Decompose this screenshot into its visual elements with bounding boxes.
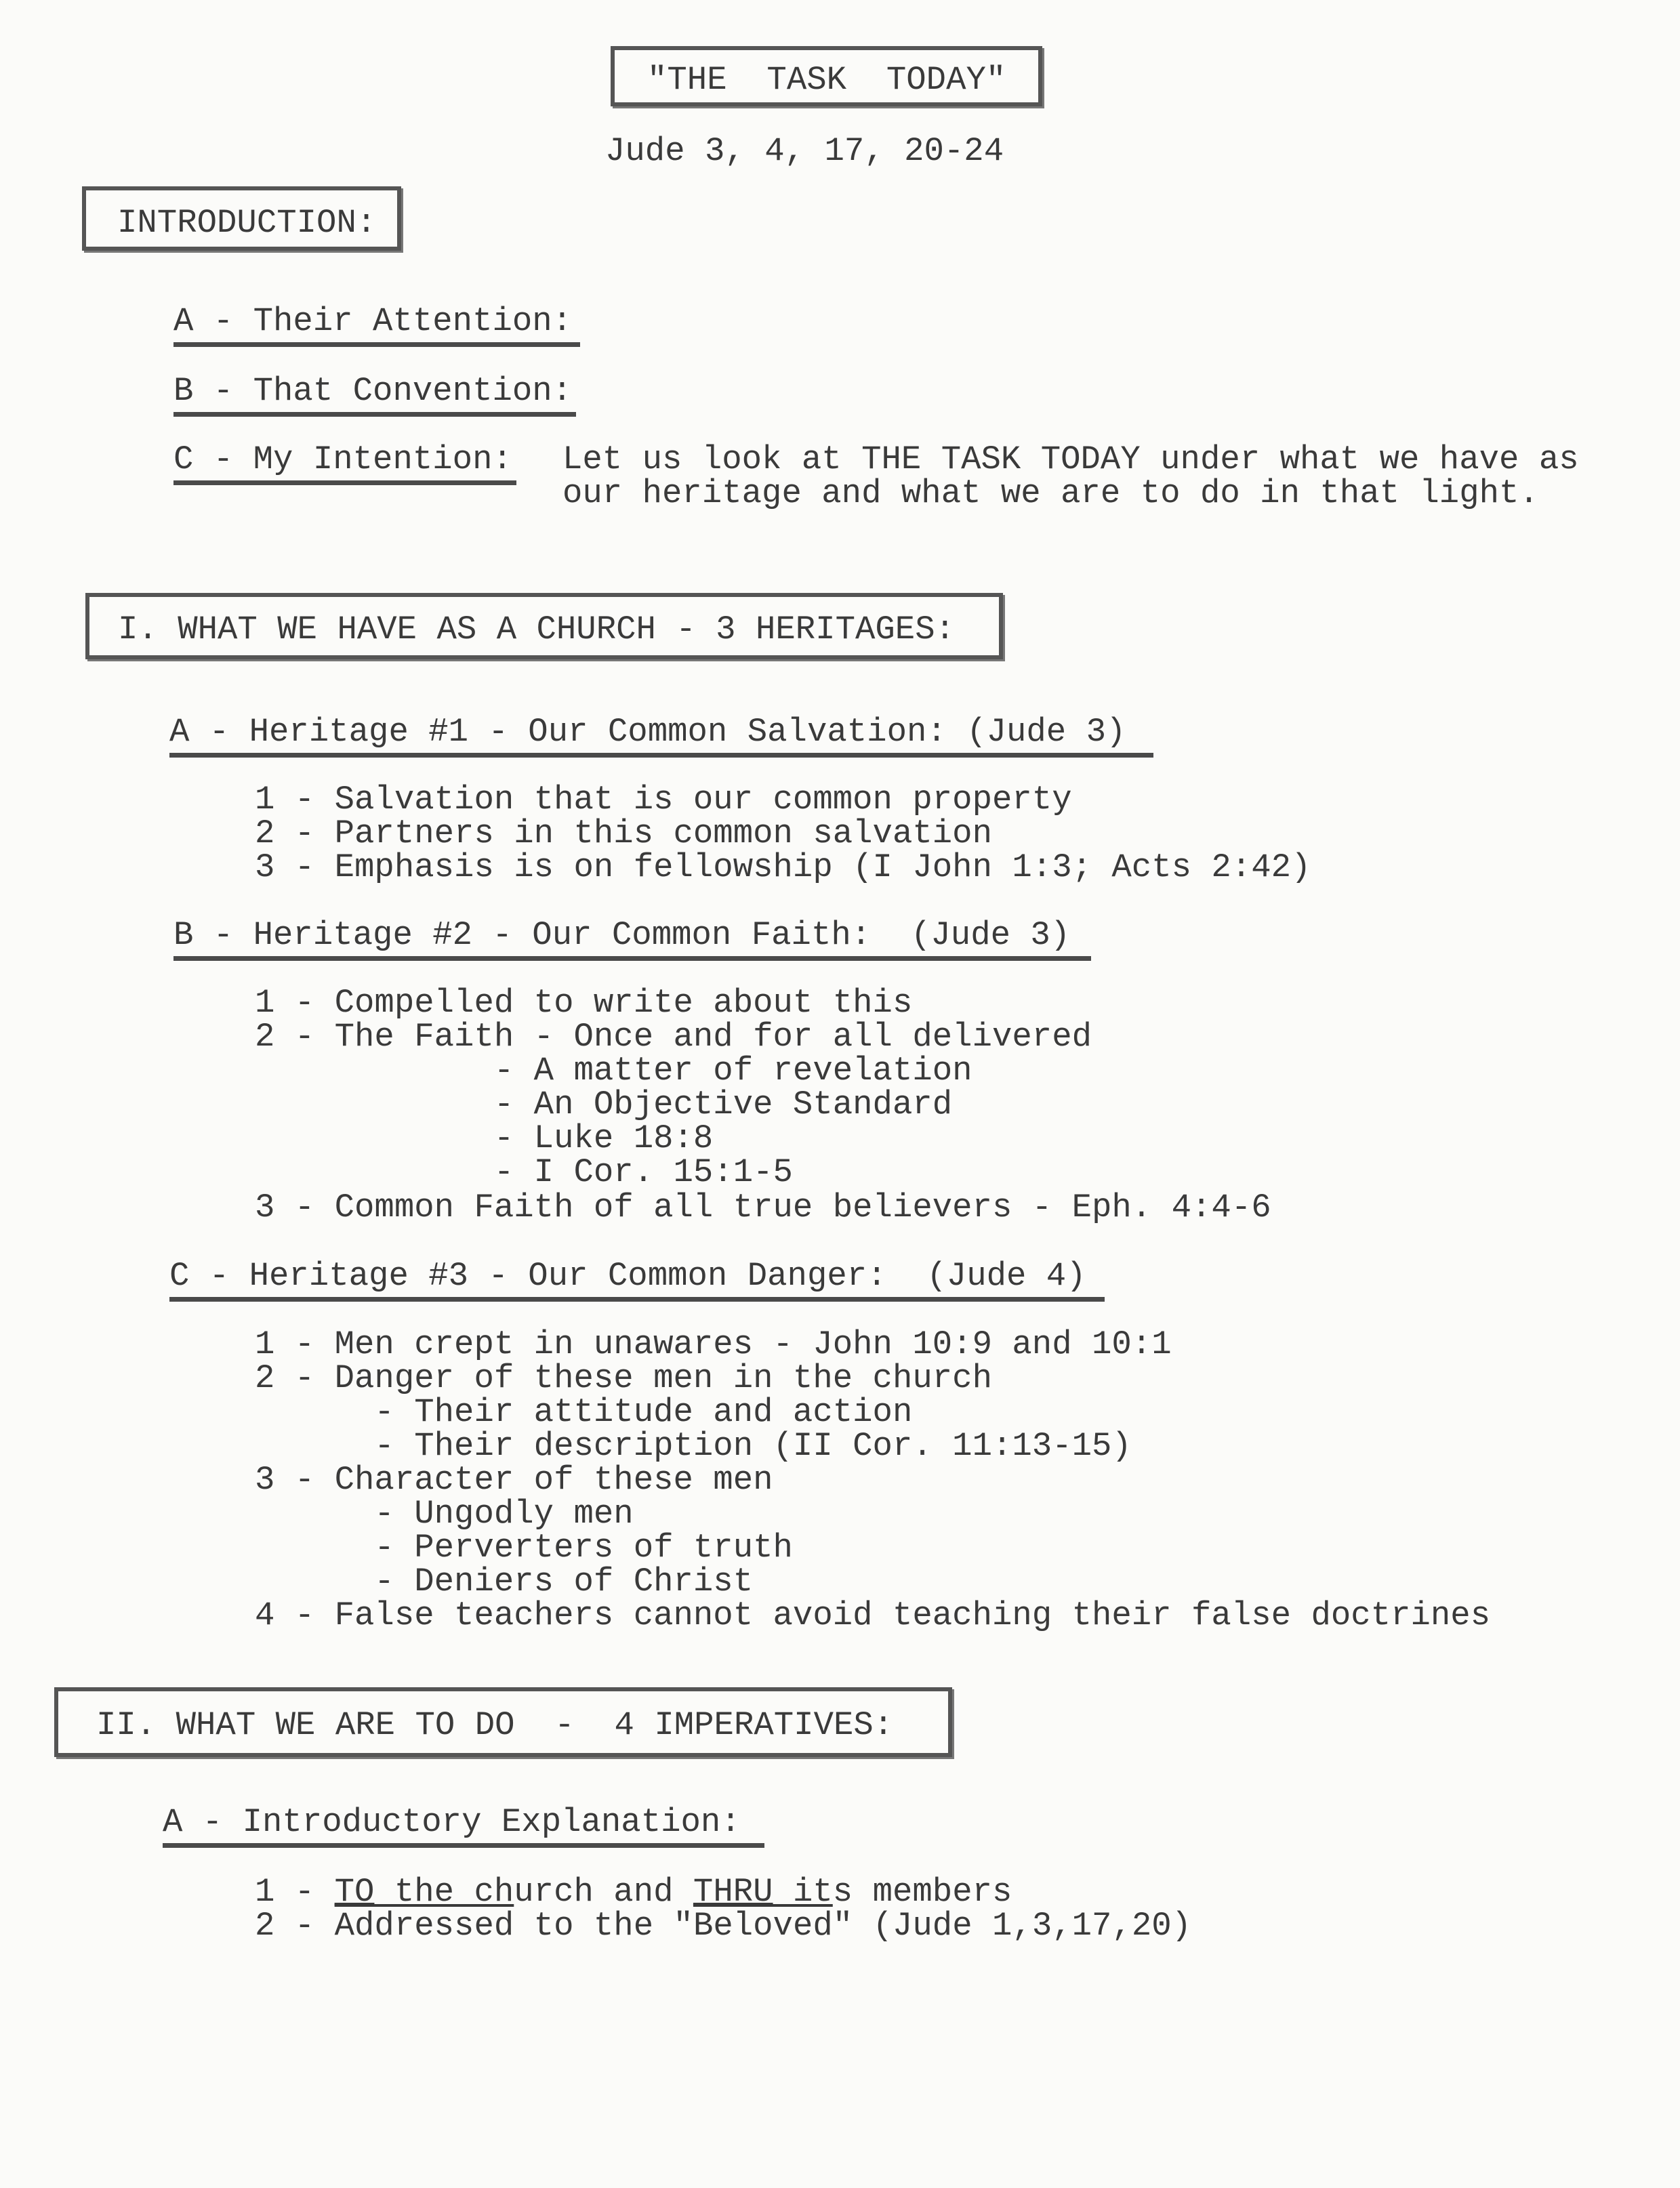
heritage-1-heading: A - Heritage #1 - Our Common Salvation: (Jude 3) xyxy=(169,716,1153,758)
intro-point-c-text-2: our heritage and what we are to do in that light. xyxy=(562,474,1539,512)
heritage-2-line-6: - I Cor. 15:1-5 xyxy=(255,1153,793,1191)
intro-point-a: A - Their Attention: xyxy=(173,305,580,347)
heritage-3-line-6: - Ungodly men xyxy=(255,1495,634,1533)
intro-point-b: B - That Convention: xyxy=(173,375,576,417)
heritage-3-line-7: - Perverters of truth xyxy=(255,1529,793,1567)
section-2-sub-heading: A - Introductory Explanation: xyxy=(163,1806,764,1848)
page-title: "THE TASK TODAY" xyxy=(647,61,1006,99)
heritage-3-line-4: - Their description (II Cor. 11:13-15) xyxy=(255,1427,1132,1465)
line-1-prefix: 1 - xyxy=(255,1873,335,1911)
heritage-1-line-2: 2 - Partners in this common salvation xyxy=(255,814,992,852)
section-2-heading: II. WHAT WE ARE TO DO - 4 IMPERATIVES: xyxy=(96,1706,894,1744)
heritage-2-heading: B - Heritage #2 - Our Common Faith: (Jude 3) xyxy=(173,919,1091,961)
line-2-middle: to the " xyxy=(514,1907,693,1945)
heritage-2-line-2: 2 - The Faith - Once and for all delivered xyxy=(255,1018,1092,1056)
heritage-3-line-1: 1 - Men crept in unawares - John 10:9 and 10:1 xyxy=(255,1325,1172,1363)
line-2-word-addressed: Addressed xyxy=(334,1907,514,1945)
section-1-heading: I. WHAT WE HAVE AS A CHURCH - 3 HERITAGES: xyxy=(118,611,956,648)
line-2-prefix: 2 - xyxy=(255,1907,335,1945)
heritage-3-line-3: - Their attitude and action xyxy=(255,1393,913,1431)
line-2-word-beloved: Beloved xyxy=(693,1907,833,1945)
heritage-1-line-1: 1 - Salvation that is our common property xyxy=(255,781,1072,819)
heritage-2-line-3: - A matter of revelation xyxy=(255,1052,972,1090)
line-1-word-thru: THRU xyxy=(693,1873,773,1911)
heritage-3-line-5: 3 - Character of these men xyxy=(255,1461,773,1499)
section-2-line-1 xyxy=(255,1873,1012,1911)
scripture-reference: Jude 3, 4, 17, 20-24 xyxy=(605,132,1004,170)
intro-point-c: C - My Intention: xyxy=(173,443,516,485)
heritage-2-line-7: 3 - Common Faith of all true believers - Eph. 4:4-6 xyxy=(255,1189,1271,1226)
heritage-3-heading: C - Heritage #3 - Our Common Danger: (Jude 4) xyxy=(169,1260,1105,1302)
line-1-middle: the church and xyxy=(374,1873,693,1911)
introduction-box xyxy=(82,186,401,251)
heritage-3-line-9: 4 - False teachers cannot avoid teaching their false doctrines xyxy=(255,1596,1491,1634)
line-1-word-to: TO xyxy=(334,1873,375,1911)
intro-point-c-text-1: Let us look at THE TASK TODAY under what we have as xyxy=(562,440,1579,478)
heritage-3-line-8: - Deniers of Christ xyxy=(255,1563,754,1601)
section-2-box xyxy=(54,1687,952,1757)
heritage-1-line-3: 3 - Emphasis is on fellowship (I John 1:3; Acts 2:42) xyxy=(255,848,1311,886)
section-2-line-2 xyxy=(255,1907,1192,1945)
introduction-heading: INTRODUCTION: xyxy=(117,204,377,242)
heritage-2-line-4: - An Objective Standard xyxy=(255,1086,953,1123)
heritage-2-line-1: 1 - Compelled to write about this xyxy=(255,984,913,1022)
line-2-suffix: " (Jude 1,3,17,20) xyxy=(832,1907,1192,1945)
heritage-3-line-2: 2 - Danger of these men in the church xyxy=(255,1359,992,1397)
section-1-box xyxy=(85,593,1003,659)
line-1-suffix: its members xyxy=(773,1873,1012,1911)
heritage-2-line-5: - Luke 18:8 xyxy=(255,1119,714,1157)
title-box xyxy=(611,46,1042,106)
